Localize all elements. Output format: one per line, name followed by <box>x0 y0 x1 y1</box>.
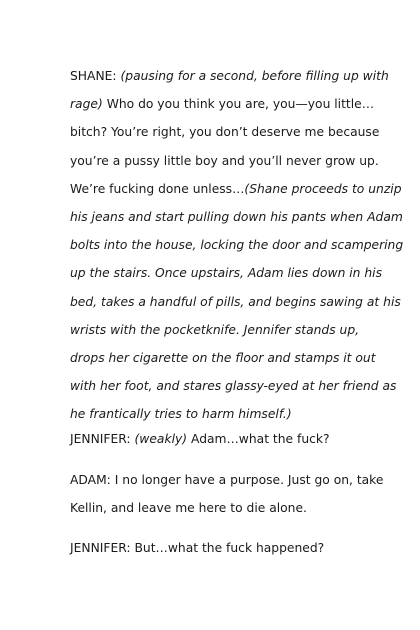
dialogue-text: I no longer have a purpose. Just go on, take <box>114 473 384 487</box>
dialogue-text: Who do you think you are, you—you little… <box>106 97 375 112</box>
stage-direction-line: drops her cigarette on the floor and stamps it out <box>70 351 376 366</box>
speaker-adam: ADAM: <box>70 473 111 487</box>
text-line <box>70 175 402 203</box>
adam-dialogue <box>70 466 384 522</box>
text-line <box>70 534 370 562</box>
stage-direction-line: bed, takes a handful of pills, and begins sawing at his <box>70 294 401 309</box>
stage-direction-line: with her foot, and stares glassy-eyed at her friend as <box>70 379 397 394</box>
stage-direction: (weakly) <box>134 432 188 446</box>
shane-dialogue <box>70 62 404 429</box>
text-line <box>70 466 384 494</box>
dialogue-line: Kellin, and leave me here to die alone. <box>70 501 307 516</box>
dialogue-text: We’re fucking done unless… <box>70 181 245 196</box>
dialogue-text: Adam…what the fuck? <box>191 432 330 446</box>
speaker-shane: SHANE: <box>70 69 117 83</box>
text-line <box>70 90 375 118</box>
text-line <box>70 62 389 90</box>
stage-direction-line: bolts into the house, locking the door and scampering <box>70 238 404 253</box>
dialogue-line: bitch? You’re right, you don’t deserve me because <box>70 125 380 140</box>
dialogue-line: you’re a pussy little boy and you’ll never grow up. <box>70 153 379 168</box>
stage-direction: rage) <box>70 97 103 112</box>
jennifer-dialogue-1 <box>70 425 370 453</box>
dialogue-text: But…what the fuck happened? <box>134 541 325 555</box>
stage-direction-line: his jeans and start pulling down his pants when Adam <box>70 210 403 225</box>
text-line <box>70 425 370 453</box>
stage-direction: (pausing for a second, before filling up with <box>120 69 389 83</box>
speaker-jennifer: JENNIFER: <box>70 432 131 446</box>
stage-direction-line: up the stairs. Once upstairs, Adam lies down in his <box>70 266 383 281</box>
stage-direction-line: he frantically tries to harm himself.) <box>70 407 292 422</box>
stage-direction-line: wrists with the pocketknife. Jennifer stands up, <box>70 322 360 337</box>
jennifer-dialogue-2 <box>70 534 370 562</box>
stage-direction: (Shane proceeds to unzip <box>244 181 402 196</box>
speaker-jennifer: JENNIFER: <box>70 541 131 555</box>
